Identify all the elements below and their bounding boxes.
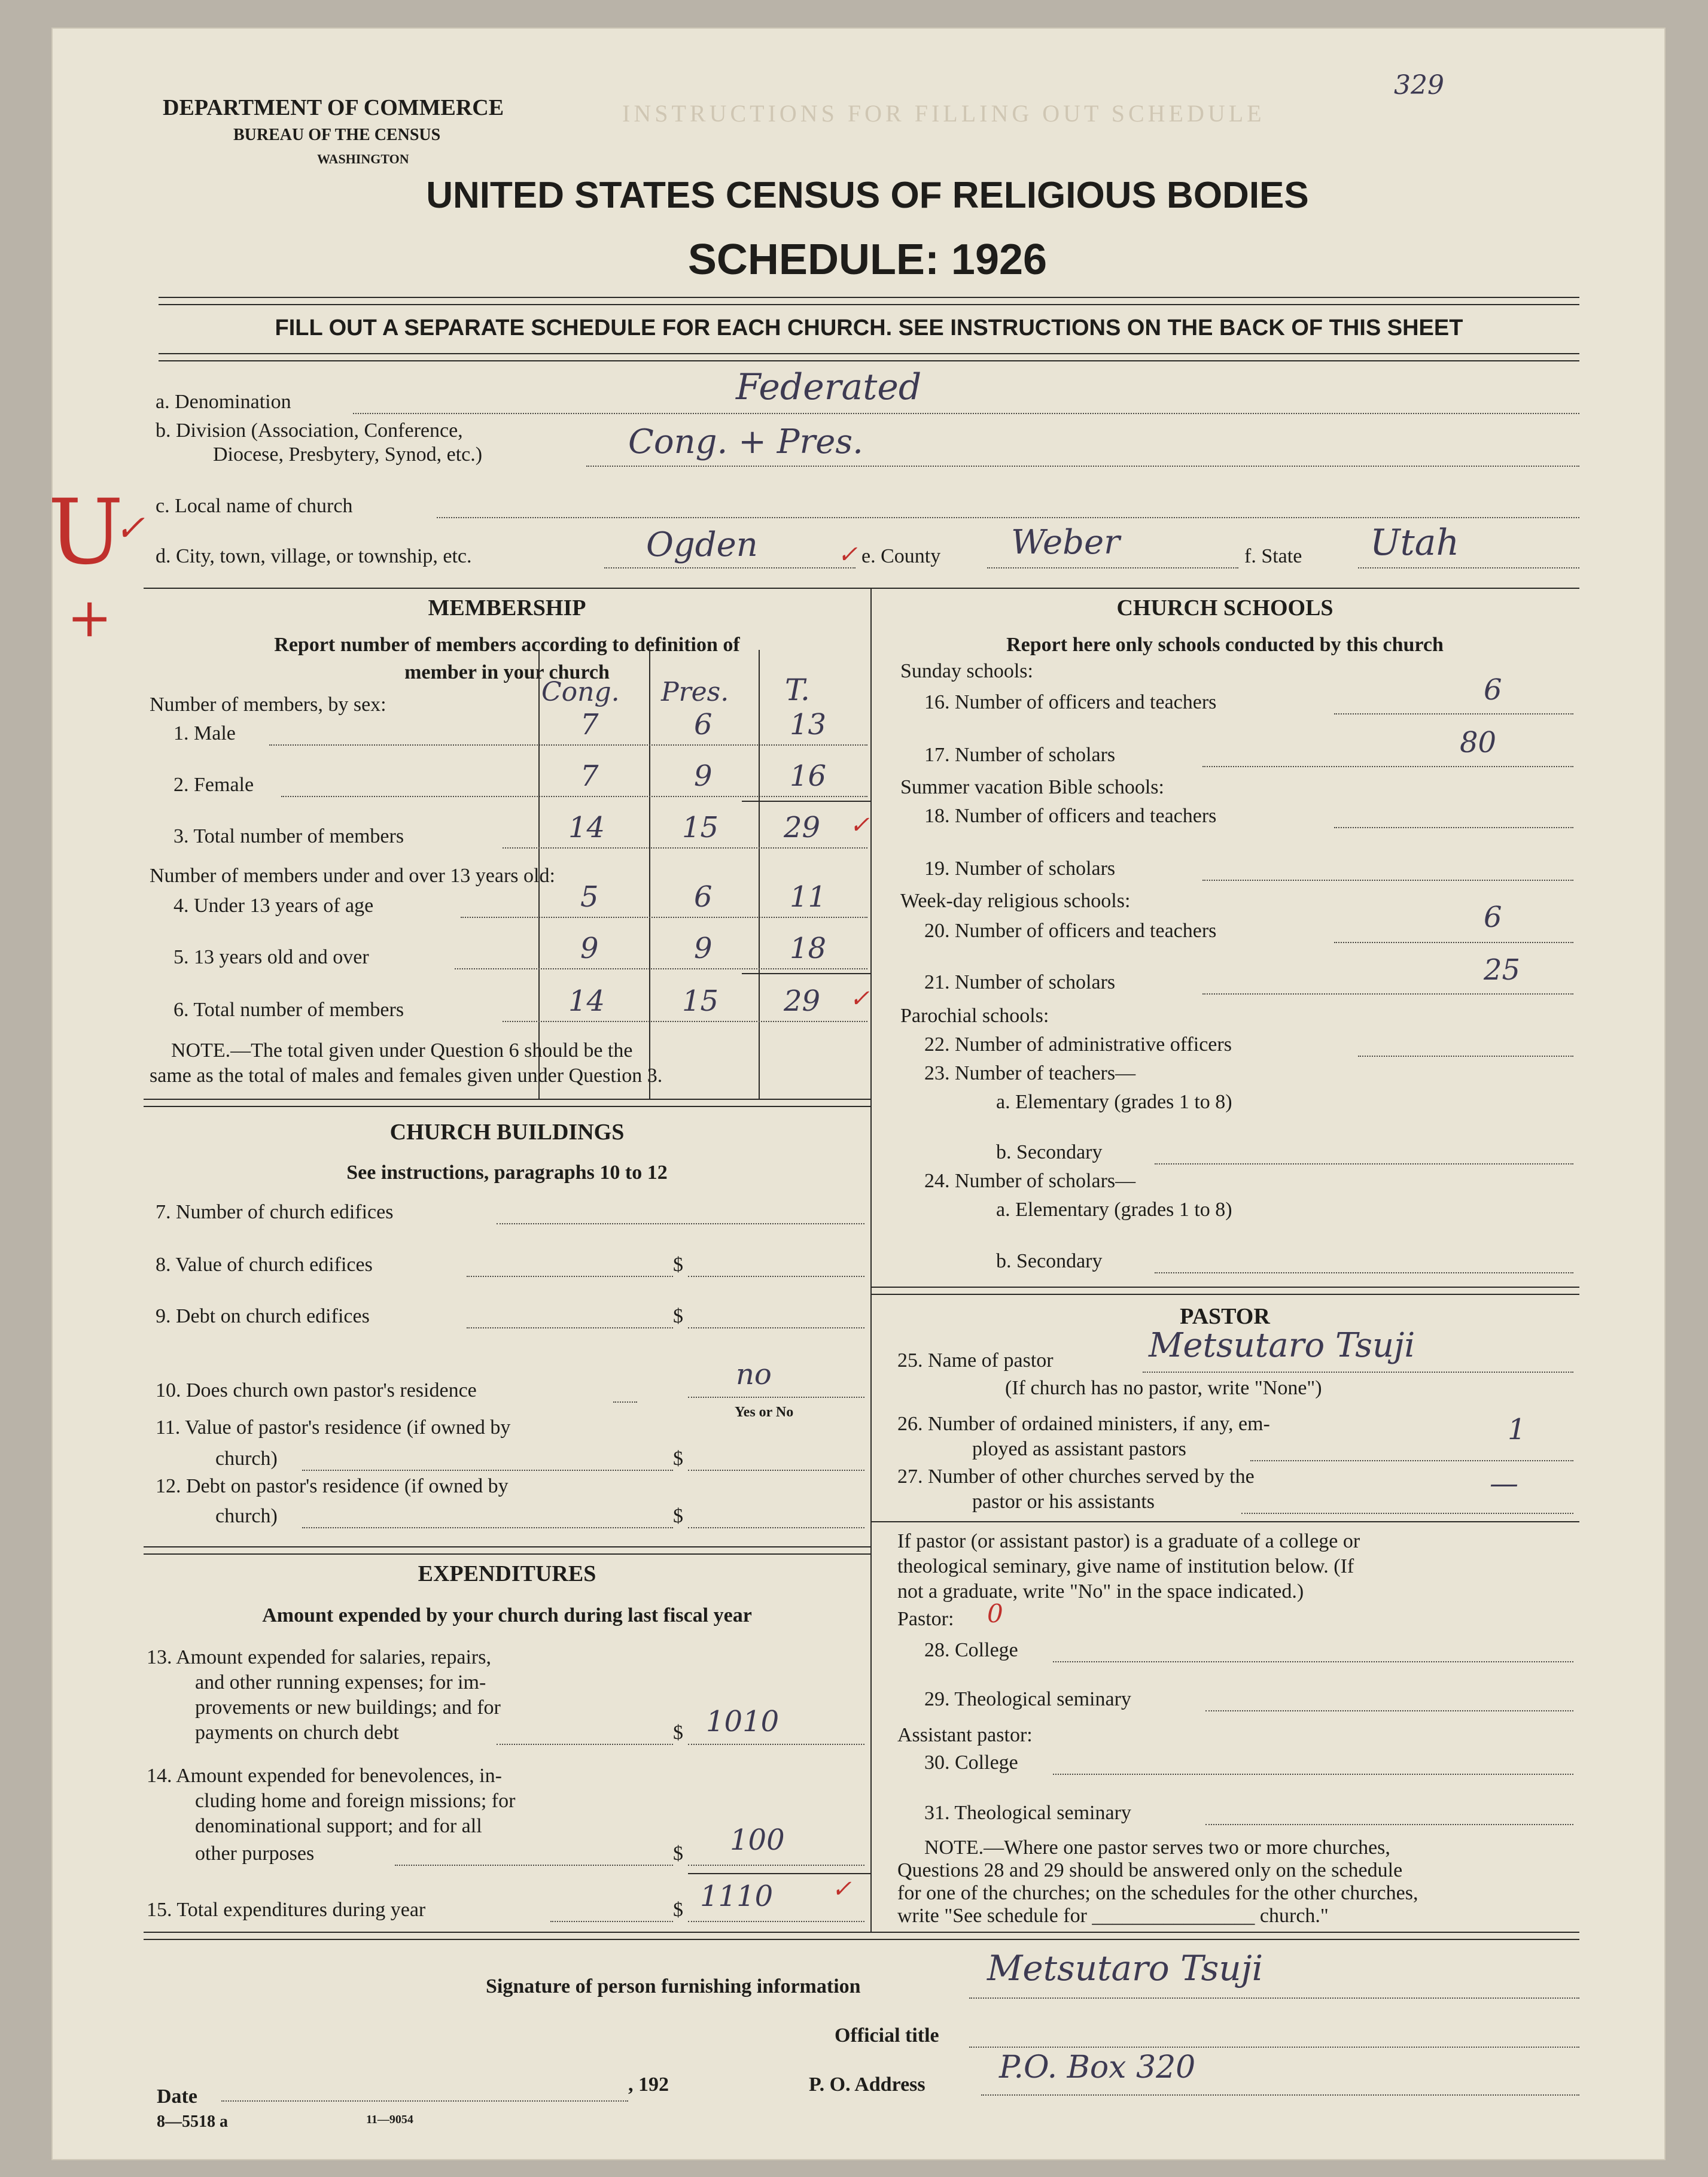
- assistant-ministers-value: 1: [1508, 1413, 1526, 1446]
- teachers-secondary-label: b. Secondary: [996, 1141, 1103, 1163]
- under-13-label: 4. Under 13 years of age: [173, 895, 374, 917]
- total-members-label-1: 3. Total number of members: [173, 825, 404, 847]
- col-header-pres: Pres.: [661, 677, 729, 707]
- department-name: DEPARTMENT OF COMMERCE: [163, 95, 504, 120]
- sunday-teachers-label: 16. Number of officers and teachers: [924, 691, 1217, 713]
- signature-label: Signature of person furnishing information: [486, 1975, 861, 1997]
- under13-cong: 5: [580, 880, 599, 914]
- pastor-residence-debt-label-2: church): [215, 1505, 278, 1527]
- under13-total: 11: [790, 880, 827, 914]
- parochial-teachers-label: 23. Number of teachers—: [924, 1062, 1136, 1084]
- division-value: Cong. + Pres.: [628, 422, 863, 461]
- parochial-scholars-label: 24. Number of scholars—: [924, 1170, 1136, 1192]
- pastor-residence-own-label: 10. Does church own pastor's residence: [156, 1379, 477, 1401]
- members-by-sex-label: Number of members, by sex:: [150, 694, 386, 716]
- expenditures-title: EXPENDITURES: [418, 1561, 596, 1586]
- membership-intro-2: member in your church: [404, 661, 610, 683]
- male-label: 1. Male: [173, 722, 236, 744]
- state-value: Utah: [1370, 522, 1460, 564]
- local-name-label: c. Local name of church: [156, 495, 353, 517]
- total1-check: ✓: [850, 811, 870, 839]
- male-total: 13: [790, 708, 827, 741]
- bureau-city: WASHINGTON: [317, 151, 409, 166]
- residence-value-dollar: $: [673, 1448, 683, 1470]
- pastor-note-3: for one of the churches; on the schedules for the other churches,: [897, 1882, 1418, 1904]
- city-check-mark: ✓: [838, 541, 858, 568]
- scholars-secondary-label: b. Secondary: [996, 1250, 1103, 1272]
- weekday-scholars-label: 21. Number of scholars: [924, 971, 1116, 993]
- pastor-name-hint: (If church has no pastor, write "None"): [1005, 1377, 1322, 1399]
- membership-title: MEMBERSHIP: [428, 595, 586, 621]
- male-cong: 7: [580, 708, 599, 741]
- signature-value: Metsutaro Tsuji: [987, 1948, 1264, 1989]
- edifices-debt-dollar: $: [673, 1305, 683, 1327]
- total2-cong: 14: [568, 984, 605, 1018]
- graduate-instruction-2: theological seminary, give name of institution below. (If: [897, 1555, 1354, 1577]
- female-label: 2. Female: [173, 774, 254, 796]
- instruction-banner: FILL OUT A SEPARATE SCHEDULE FOR EACH CHURCH. SEE INSTRUCTIONS ON THE BACK OF THIS SHEET: [275, 315, 1463, 340]
- other-churches-value: —: [1490, 1467, 1518, 1500]
- over13-pres: 9: [694, 932, 713, 965]
- running-expenses-dollar: $: [673, 1722, 683, 1744]
- pastor-note-2: Questions 28 and 29 should be answered only on the schedule: [897, 1859, 1403, 1881]
- parochial-schools-label: Parochial schools:: [900, 1005, 1049, 1027]
- pastor-note-1: NOTE.—Where one pastor serves two or more churches,: [924, 1837, 1390, 1859]
- parochial-officers-label: 22. Number of administrative officers: [924, 1033, 1232, 1056]
- total-expenditures-check: ✓: [832, 1875, 852, 1903]
- other-churches-label-2: pastor or his assistants: [972, 1491, 1155, 1513]
- schools-subtitle: Report here only schools conducted by this church: [1006, 634, 1444, 656]
- total2-check: ✓: [850, 985, 870, 1013]
- residence-debt-dollar: $: [673, 1505, 683, 1527]
- date-year: , 192: [628, 2073, 669, 2096]
- sunday-teachers-value: 6: [1484, 673, 1502, 707]
- census-schedule-sheet: [53, 29, 1664, 2159]
- benevolences-label-1: 14. Amount expended for benevolences, in-: [147, 1765, 502, 1787]
- yes-no-hint: Yes or No: [735, 1404, 794, 1420]
- edifices-value-dollar: $: [673, 1254, 683, 1276]
- col-header-cong: Cong.: [541, 677, 620, 707]
- state-label: f. State: [1244, 545, 1302, 567]
- vacation-scholars-label: 19. Number of scholars: [924, 858, 1116, 880]
- sunday-scholars-value: 80: [1460, 726, 1497, 759]
- over-13-label: 5. 13 years old and over: [173, 946, 369, 968]
- assistant-ministers-label-1: 26. Number of ordained ministers, if any, em-: [897, 1413, 1270, 1435]
- other-churches-label-1: 27. Number of other churches served by the: [897, 1465, 1255, 1488]
- po-address-label: P. O. Address: [809, 2073, 925, 2096]
- benevolences-value: 100: [730, 1823, 785, 1857]
- pastor-residence-debt-label-1: 12. Debt on pastor's residence (if owned by: [156, 1475, 509, 1497]
- po-address-value: P.O. Box 320: [999, 2050, 1196, 2085]
- female-pres: 9: [694, 759, 713, 793]
- running-expenses-label-3: provements or new buildings; and for: [195, 1696, 501, 1719]
- over13-cong: 9: [580, 932, 599, 965]
- running-expenses-label-2: and other running expenses; for im-: [195, 1671, 486, 1693]
- female-total: 16: [790, 759, 827, 793]
- form-number: 8—5518 a: [157, 2112, 228, 2131]
- division-label-1: b. Division (Association, Conference,: [156, 419, 463, 442]
- margin-letter-mark: U: [48, 481, 124, 585]
- schedule-title: SCHEDULE: 1926: [687, 236, 1048, 284]
- buildings-title: CHURCH BUILDINGS: [389, 1120, 625, 1145]
- pastor-name-label: 25. Name of pastor: [897, 1349, 1054, 1372]
- church-edifices-debt-label: 9. Debt on church edifices: [156, 1305, 370, 1327]
- membership-note-1: NOTE.—The total given under Question 6 should be the: [171, 1039, 633, 1062]
- membership-note-2: same as the total of males and females given under Question 3.: [150, 1065, 663, 1087]
- assistant-seminary-label: 31. Theological seminary: [924, 1802, 1131, 1824]
- pastor-education-label: Pastor:: [897, 1608, 954, 1630]
- benevolences-dollar: $: [673, 1842, 683, 1865]
- total1-cong: 14: [568, 811, 605, 844]
- benevolences-label-3: denominational support; and for all: [195, 1815, 482, 1837]
- col-header-total: T.: [785, 673, 810, 707]
- bureau-name: BUREAU OF THE CENSUS: [233, 126, 441, 144]
- print-number: 11—9054: [366, 2113, 413, 2126]
- church-edifices-value-label: 8. Value of church edifices: [156, 1254, 373, 1276]
- total-members-label-2: 6. Total number of members: [173, 999, 404, 1021]
- bleed-through-text: INSTRUCTIONS FOR FILLING OUT SCHEDULE: [622, 100, 1265, 127]
- graduate-instruction-1: If pastor (or assistant pastor) is a graduate of a college or: [897, 1530, 1360, 1552]
- weekday-teachers-value: 6: [1484, 901, 1502, 934]
- total2-pres: 15: [682, 984, 719, 1018]
- assistant-ministers-label-2: ployed as assistant pastors: [972, 1438, 1186, 1460]
- total-expenditures-dollar: $: [673, 1899, 683, 1921]
- members-by-age-label: Number of members under and over 13 years old:: [150, 865, 555, 887]
- city-label: d. City, town, village, or township, etc.: [156, 545, 472, 567]
- denomination-value: Federated: [736, 366, 922, 408]
- sunday-schools-label: Sunday schools:: [900, 660, 1033, 682]
- graduate-instruction-3: not a graduate, write "No" in the space indicated.): [897, 1580, 1304, 1603]
- benevolences-label-2: cluding home and foreign missions; for: [195, 1790, 516, 1812]
- pastor-title: PASTOR: [1180, 1304, 1270, 1329]
- denomination-label: a. Denomination: [156, 391, 291, 413]
- pastor-residence-value-label-2: church): [215, 1448, 278, 1470]
- vacation-teachers-label: 18. Number of officers and teachers: [924, 805, 1217, 827]
- official-title-label: Official title: [835, 2024, 939, 2047]
- running-expenses-label-4: payments on church debt: [195, 1722, 399, 1744]
- margin-cross-mark: +: [67, 586, 112, 649]
- form-title: UNITED STATES CENSUS OF RELIGIOUS BODIES: [426, 175, 1309, 216]
- city-value: Ogden: [646, 525, 758, 564]
- under13-pres: 6: [694, 880, 713, 914]
- county-label: e. County: [861, 545, 941, 567]
- total1-pres: 15: [682, 811, 719, 844]
- running-expenses-value: 1010: [706, 1705, 780, 1738]
- pastor-college-label: 28. College: [924, 1639, 1018, 1661]
- page-number: 329: [1394, 70, 1444, 101]
- pastor-residence-value-label-1: 11. Value of pastor's residence (if owned by: [156, 1416, 511, 1439]
- total2-total: 29: [784, 984, 821, 1018]
- date-label: Date: [157, 2085, 197, 2108]
- weekday-teachers-label: 20. Number of officers and teachers: [924, 920, 1217, 942]
- pastor-name-value: Metsutaro Tsuji: [1149, 1326, 1415, 1365]
- sunday-scholars-label: 17. Number of scholars: [924, 744, 1116, 766]
- division-label-2: Diocese, Presbytery, Synod, etc.): [213, 443, 483, 466]
- expenditures-subtitle: Amount expended by your church during last fiscal year: [262, 1604, 752, 1626]
- running-expenses-label-1: 13. Amount expended for salaries, repairs,: [147, 1646, 491, 1668]
- county-value: Weber: [1011, 523, 1120, 562]
- female-cong: 7: [580, 759, 599, 793]
- vacation-schools-label: Summer vacation Bible schools:: [900, 776, 1164, 798]
- assistant-education-label: Assistant pastor:: [897, 1724, 1033, 1746]
- scholars-elementary-label: a. Elementary (grades 1 to 8): [996, 1199, 1232, 1221]
- membership-intro-1: Report number of members according to definition of: [274, 634, 740, 656]
- pastor-education-value: 0: [987, 1599, 1003, 1628]
- pastor-note-4: write "See schedule for ________________ church.": [897, 1905, 1329, 1927]
- teachers-elementary-label: a. Elementary (grades 1 to 8): [996, 1091, 1232, 1113]
- total1-total: 29: [784, 811, 821, 844]
- assistant-college-label: 30. College: [924, 1752, 1018, 1774]
- total-expenditures-label: 15. Total expenditures during year: [147, 1899, 426, 1921]
- male-pres: 6: [694, 708, 713, 741]
- pastor-seminary-label: 29. Theological seminary: [924, 1688, 1131, 1710]
- schools-title: CHURCH SCHOOLS: [1116, 595, 1333, 621]
- margin-check-mark: ✓: [115, 507, 145, 549]
- total-expenditures-value: 1110: [700, 1880, 774, 1913]
- benevolences-label-4: other purposes: [195, 1842, 315, 1865]
- buildings-subtitle: See instructions, paragraphs 10 to 12: [346, 1162, 668, 1184]
- over13-total: 18: [790, 932, 827, 965]
- weekday-scholars-value: 25: [1484, 953, 1521, 987]
- pastor-residence-own-value: no: [736, 1358, 772, 1391]
- weekday-schools-label: Week-day religious schools:: [900, 890, 1131, 912]
- church-edifices-count-label: 7. Number of church edifices: [156, 1201, 394, 1223]
